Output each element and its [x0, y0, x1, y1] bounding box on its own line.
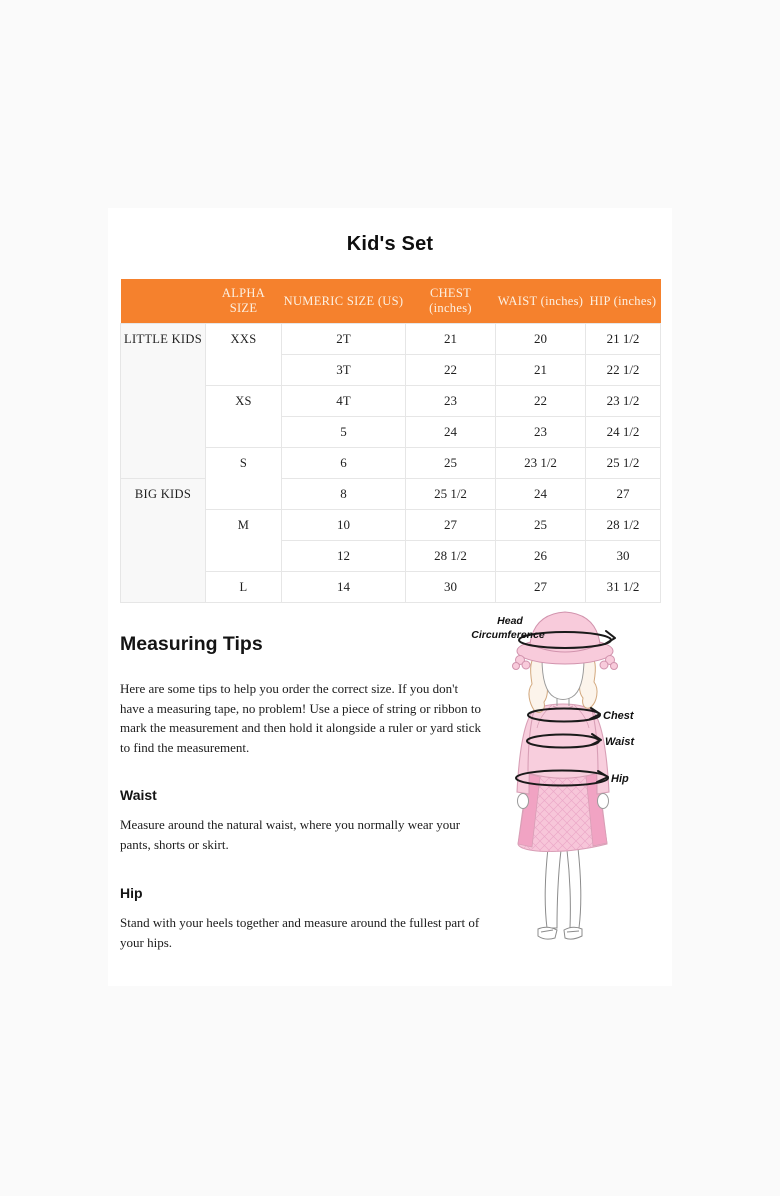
waist-cell: 26: [496, 541, 586, 572]
waist-cell: 25: [496, 510, 586, 541]
waist-section-body: Measure around the natural waist, where you normally wear your pants, shorts or skirt.: [120, 817, 461, 852]
numeric-size-cell: 2T: [282, 324, 406, 355]
hip-cell: 25 1/2: [586, 448, 661, 479]
legs: [545, 848, 581, 928]
hip-cell: 30: [586, 541, 661, 572]
numeric-size-cell: 3T: [282, 355, 406, 386]
numeric-size-cell: 14: [282, 572, 406, 603]
chest-cell: 24: [406, 417, 496, 448]
hip-cell: 22 1/2: [586, 355, 661, 386]
measurement-figure-illustration: [468, 598, 683, 948]
measuring-tips-heading: Measuring Tips: [120, 633, 263, 655]
head-label-line1: Head: [497, 615, 523, 627]
hip-cell: 24 1/2: [586, 417, 661, 448]
sandals: [538, 927, 582, 939]
size-chart-header-row: [121, 279, 661, 324]
group-cell-big-kids: BIG KIDS: [121, 479, 206, 603]
column-header-numeric-size: NUMERIC SIZE (US): [282, 279, 406, 324]
hip-cell: 21 1/2: [586, 324, 661, 355]
chest-cell: 22: [406, 355, 496, 386]
chest-cell: 27: [406, 510, 496, 541]
numeric-size-cell: 5: [282, 417, 406, 448]
page-title: Kid's Set: [346, 233, 434, 255]
chest-cell: 25 1/2: [406, 479, 496, 510]
numeric-size-cell: 4T: [282, 386, 406, 417]
alpha-cell: M: [206, 510, 282, 572]
numeric-size-cell: 8: [282, 479, 406, 510]
waist-section-heading: Waist: [120, 787, 157, 803]
chest-cell: 25: [406, 448, 496, 479]
column-header-waist: WAIST (inches): [496, 279, 586, 324]
alpha-cell: XXS: [206, 324, 282, 386]
column-header-chest: CHEST (inches): [406, 279, 496, 324]
table-row: [121, 479, 661, 510]
table-row: [121, 324, 661, 355]
hip-cell: 28 1/2: [586, 510, 661, 541]
alpha-cell: XS: [206, 386, 282, 448]
hip-label: Hip: [611, 773, 629, 785]
chest-cell: 30: [406, 572, 496, 603]
hip-section-heading: Hip: [120, 885, 143, 901]
measuring-tips-intro: Here are some tips to help you order the correct size. If you don't have a measuring tape, no problem! Use a piece of string or ribbon to mark the measurement and then hold it alongside a ruler or yard stick to find the measurement.: [120, 681, 481, 755]
numeric-size-cell: 12: [282, 541, 406, 572]
waist-cell: 24: [496, 479, 586, 510]
waist-cell: 23 1/2: [496, 448, 586, 479]
waist-label: Waist: [605, 736, 635, 748]
hip-cell: 23 1/2: [586, 386, 661, 417]
numeric-size-cell: 10: [282, 510, 406, 541]
head-label-line2: Circumference: [471, 629, 545, 641]
hip-cell: 31 1/2: [586, 572, 661, 603]
chest-cell: 23: [406, 386, 496, 417]
hip-section-body: Stand with your heels together and measure around the fullest part of your hips.: [120, 915, 480, 950]
chest-cell: 21: [406, 324, 496, 355]
numeric-size-cell: 6: [282, 448, 406, 479]
column-header-alpha-size: ALPHA SIZE: [206, 279, 282, 324]
size-chart-table: [120, 279, 661, 603]
group-cell-little-kids: LITTLE KIDS: [121, 324, 206, 479]
alpha-cell: S: [206, 448, 282, 510]
column-header-hip: HIP (inches): [586, 279, 661, 324]
chest-label: Chest: [603, 710, 634, 722]
alpha-cell: L: [206, 572, 282, 603]
waist-cell: 21: [496, 355, 586, 386]
column-header-group: [121, 279, 206, 324]
waist-cell: 27: [496, 572, 586, 603]
hip-cell: 27: [586, 479, 661, 510]
chest-cell: 28 1/2: [406, 541, 496, 572]
waist-cell: 20: [496, 324, 586, 355]
waist-cell: 23: [496, 417, 586, 448]
waist-cell: 22: [496, 386, 586, 417]
